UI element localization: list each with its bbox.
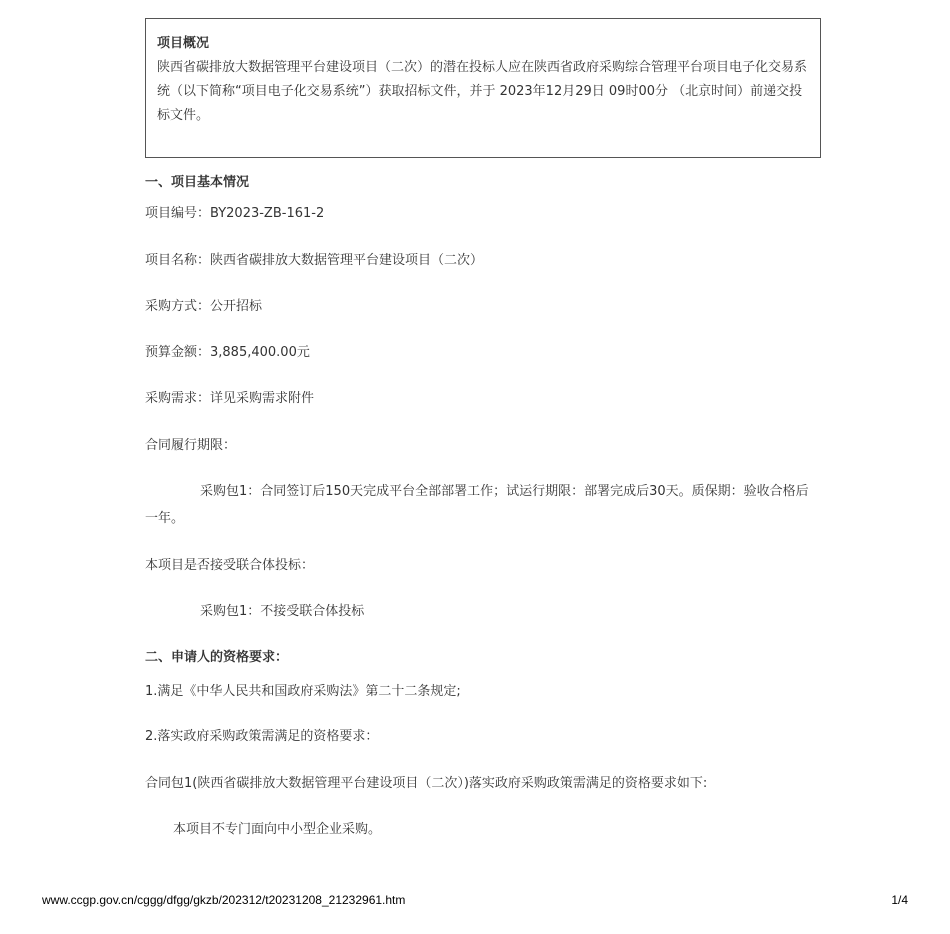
footer-page-number: 1/4 bbox=[891, 893, 908, 907]
sme-note: 本项目不专门面向中小型企业采购。 bbox=[173, 822, 382, 837]
project-summary-box bbox=[145, 18, 821, 158]
package-policy-requirement: 合同包1(陕西省碳排放大数据管理平台建设项目（二次）)落实政府采购政策需满足的资格要求如下: bbox=[145, 776, 708, 791]
consortium-detail: 采购包1：不接受联合体投标 bbox=[200, 604, 365, 619]
project-name: 项目名称：陕西省碳排放大数据管理平台建设项目（二次） bbox=[145, 253, 484, 268]
budget-amount: 预算金额：3,885,400.00元 bbox=[145, 345, 310, 360]
procurement-requirement: 采购需求：详见采购需求附件 bbox=[145, 391, 315, 406]
footer-url: www.ccgp.gov.cn/cggg/dfgg/gkzb/202312/t20231208_21232961.htm bbox=[42, 893, 406, 907]
procurement-method: 采购方式：公开招标 bbox=[145, 299, 263, 314]
summary-title: 项目概况 bbox=[157, 36, 210, 51]
summary-body: 陕西省碳排放大数据管理平台建设项目（二次）的潜在投标人应在陕西省政府采购综合管理平台项目电子化交易系统（以下简称“项目电子化交易系统”）获取招标文件，并于 2023年12月29日 09时00分 （北京时间）前递交投标文件。 bbox=[157, 60, 808, 123]
qualification-item-1: 1.满足《中华人民共和国政府采购法》第二十二条规定; bbox=[145, 684, 461, 699]
project-number: 项目编号：BY2023-ZB-161-2 bbox=[145, 206, 325, 221]
contract-period-detail: 采购包1：合同签订后150天完成平台全部部署工作；试运行期限：部署完成后30天。质保期：验收合格后一年。 bbox=[145, 484, 809, 526]
consortium-label: 本项目是否接受联合体投标： bbox=[145, 558, 315, 573]
contract-period-label: 合同履行期限： bbox=[145, 438, 237, 453]
qualification-item-2: 2.落实政府采购政策需满足的资格要求： bbox=[145, 729, 379, 744]
section1-heading: 一、项目基本情况 bbox=[145, 175, 250, 190]
section2-heading: 二、申请人的资格要求： bbox=[145, 650, 289, 665]
